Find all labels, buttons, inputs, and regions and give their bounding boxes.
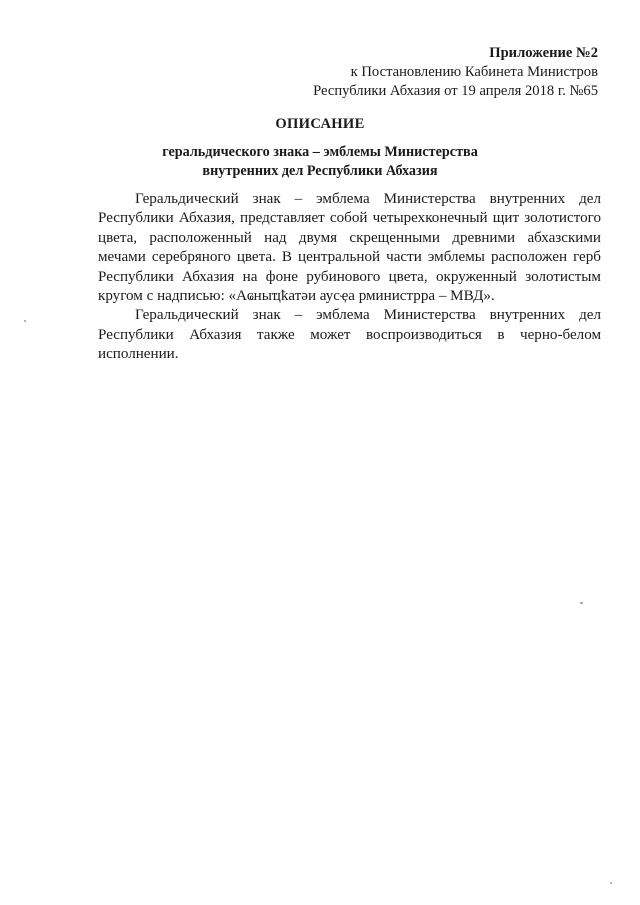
appendix-date-line: Республики Абхазия от 19 апреля 2018 г. №65	[313, 83, 598, 99]
scan-speck	[580, 602, 583, 604]
document-title: ОПИСАНИЕ	[275, 116, 365, 132]
appendix-header	[313, 44, 598, 101]
appendix-reference-line: к Постановлению Кабинета Министров	[350, 64, 598, 80]
document-subtitle	[0, 143, 640, 181]
body-paragraph-1: Геральдический знак – эмблема Министерства внутренних дел Республики Абхазия, представляет собой четырехконечный щит золотистого цвета, расположенный над двумя скрещенными древними абхазскими мечами серебряного цвета. В центральной части эмблемы расположен герб Республики Абхазия на фоне рубинового цвета, окруженный золотистым кругом с надписью: «Аҩныҵҟатәи аусҿа рминистрра – МВД».	[98, 191, 601, 305]
scan-speck	[24, 320, 26, 322]
subtitle-line-1: геральдического знака – эмблемы Министерства	[162, 144, 478, 160]
subtitle-line-2: внутренних дел Республики Абхазия	[202, 163, 438, 179]
scan-speck	[610, 882, 612, 884]
appendix-number: Приложение №2	[489, 45, 598, 61]
document-body	[98, 190, 601, 365]
body-paragraph-2: Геральдический знак – эмблема Министерства внутренних дел Республики Абхазия также может воспроизводиться в черно-белом исполнении.	[98, 307, 601, 363]
